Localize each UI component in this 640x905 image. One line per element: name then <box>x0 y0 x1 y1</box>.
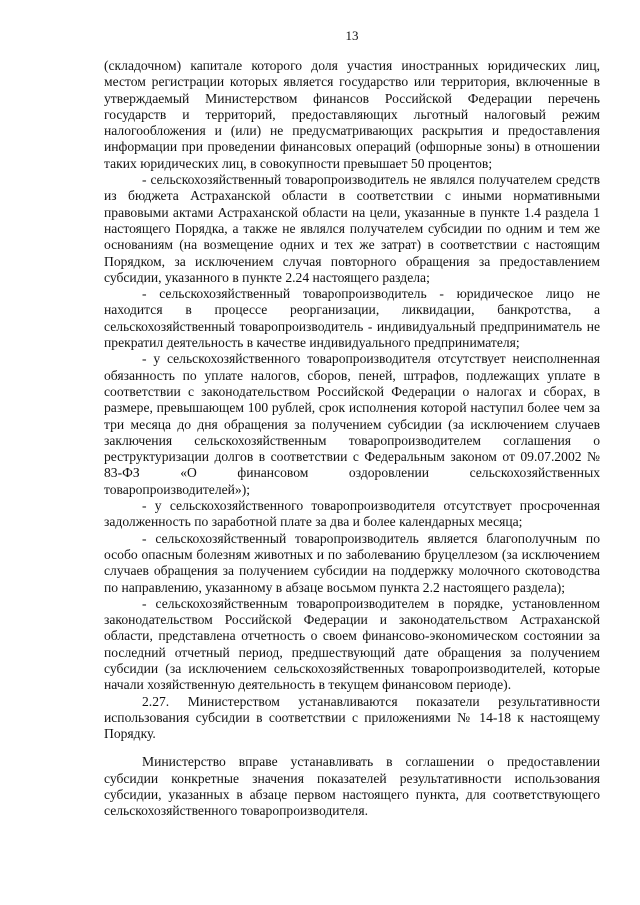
paragraph-no-reorganization: - сельскохозяйственный товаропроизводитель - юридическое лицо не находится в процессе реорганизации, ликвидации, банкротства, а сельскохозяйственный товаропроизводитель - индивидуальный предприниматель не прекратил деятельность в качестве индивидуального предпринимателя; <box>104 286 600 351</box>
paragraph-ministry-right: Министерство вправе устанавливать в соглашении о предоставлении субсидии конкретные значения показателей результативности использования субсидии, указанных в абзаце первом настоящего пункта, для соответствующего сельскохозяйственного товаропроизводителя. <box>104 754 600 819</box>
paragraph-continuation: (складочном) капитале которого доля участия иностранных юридических лиц, местом регистрации которых является государство или территория, включенные в утверждаемый Министерством финансов Российской Федерации перечень государств и территорий, предоставляющих льготный налоговый режим налогообложения и (или) не предусматривающих раскрытия и предоставления информации при проведении финансовых операций (офшорные зоны) в отношении таких юридических лиц, в совокупности превышает 50 процентов; <box>104 58 600 171</box>
paragraph-reporting: - сельскохозяйственным товаропроизводителем в порядке, установленном законодательством Российской Федерации и законодательством Астраханской области, представлена отчетность о своем финансово-экономическом состоянии за последний отчетный период, предшествующий дате обращения за получением субсидии (за исключением сельскохозяйственных товаропроизводителей, которые начали хозяйственную деятельность в текущем финансовом периоде). <box>104 595 600 693</box>
paragraph-no-tax-debt: - у сельскохозяйственного товаропроизводителя отсутствует неисполненная обязанность по уплате налогов, сборов, пеней, штрафов, подлежащих уплате в соответствии с законодательством Российской Федерации о налогах и сборах, в размере, превышающем 100 рублей, срок исполнения которой наступил более чем за три месяца до дня обращения за получением субсидии (за исключением случаев заключения сельскохозяйственным товаропроизводителем соглашения о реструктуризации долгов в соответствии с Федеральным законом от 09.07.2002 № 83-ФЗ «О финансовом оздоровлении сельскохозяйственных товаропроизводителей»); <box>104 351 600 497</box>
paragraph-gap <box>104 742 600 754</box>
paragraph-animal-health: - сельскохозяйственный товаропроизводитель является благополучным по особо опасным болезням животных и по заболеванию бруцеллезом (за исключением случаев обращения за получением субсидии на поддержку молочного скотоводства по направлению, указанному в абзаце восьмом пункта 2.2 настоящего раздела); <box>104 530 600 595</box>
document-body <box>104 58 600 820</box>
paragraph-no-wage-arrears: - у сельскохозяйственного товаропроизводителя отсутствует просроченная задолженность по заработной плате за два и более календарных месяца; <box>104 498 600 530</box>
paragraph-not-recipient: - сельскохозяйственный товаропроизводитель не являлся получателем средств из бюджета Астраханской области в соответствии с иными нормативными правовыми актами Астраханской области на цели, указанные в пункте 1.4 раздела 1 настоящего Порядка, а также не являлся получателем субсидии по одним и тем же основаниям (на возмещение одних и тех же затрат) в соответствии с настоящим Порядком, за исключением случая повторного обращения за предоставлением субсидии, указанного в пункте 2.24 настоящего раздела; <box>104 172 600 285</box>
paragraph-2-27: 2.27. Министерством устанавливаются показатели результативности использования субсидии в соответствии с приложениями № 14-18 к настоящему Порядку. <box>104 693 600 742</box>
page-number: 13 <box>345 28 359 43</box>
